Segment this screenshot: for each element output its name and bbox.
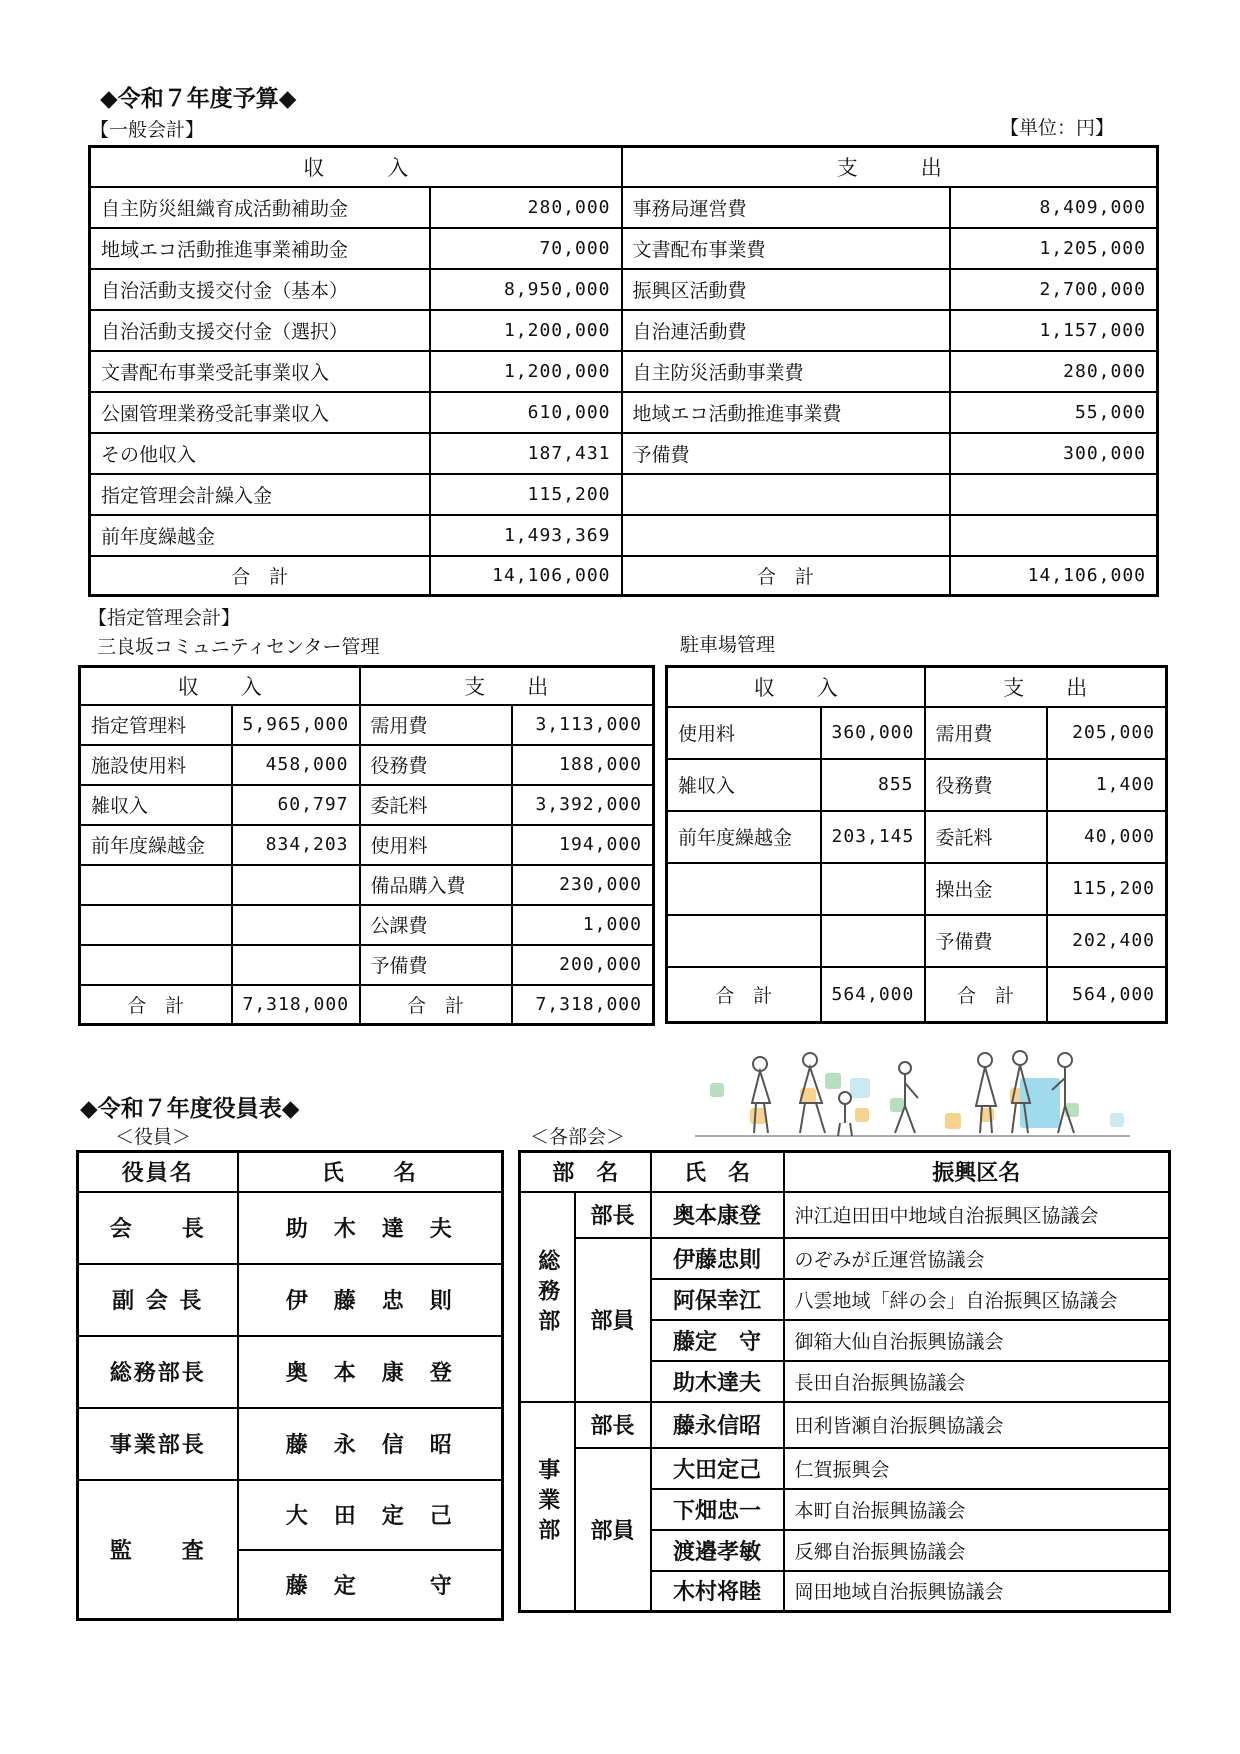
member-area: 反郷自治振興協議会 — [784, 1530, 1170, 1571]
general-budget-table — [88, 145, 1159, 597]
income-amount: 1,493,369 — [430, 515, 622, 556]
member-area: 長田自治振興協議会 — [784, 1361, 1170, 1402]
officer-name: 奥 本 康 登 — [238, 1336, 503, 1408]
table-row — [80, 945, 654, 985]
dept-label: ＜各部会＞ — [530, 1126, 626, 1148]
expense-item: 役務費 — [925, 759, 1047, 811]
expense-item: 備品購入費 — [360, 865, 512, 905]
officer-role: 事業部長 — [78, 1408, 238, 1480]
table-row — [90, 474, 1158, 515]
expense-amount: 3,113,000 — [512, 705, 654, 745]
table-row — [78, 1408, 503, 1480]
income-item: 自治活動支援交付金（選択） — [90, 310, 430, 351]
income-amount: 855 — [821, 759, 925, 811]
income-item: 指定管理料 — [80, 705, 232, 745]
parking-total-label: 合 計 — [667, 967, 821, 1023]
expense-item: 需用費 — [360, 705, 512, 745]
table-row — [80, 785, 654, 825]
dept-col-dept: 部 名 — [520, 1152, 651, 1192]
table-row — [90, 228, 1158, 269]
income-item: 前年度繰越金 — [90, 515, 430, 556]
total-expense: 14,106,000 — [950, 556, 1158, 596]
expense-amount: 1,000 — [512, 905, 654, 945]
table-row — [520, 1238, 1170, 1279]
officers-col-name: 氏 名 — [238, 1152, 503, 1192]
table-row — [80, 705, 654, 745]
officers-title: ◆令和７年度役員表◆ — [80, 1096, 300, 1122]
officer-role: 副 会 長 — [78, 1264, 238, 1336]
dept-member-role: 部員 — [575, 1448, 651, 1612]
parking-title: 駐車場管理 — [680, 634, 776, 656]
officers-label: ＜役員＞ — [115, 1126, 192, 1148]
income-item: 地域エコ活動推進事業補助金 — [90, 228, 430, 269]
member-name: 伊藤忠則 — [651, 1238, 784, 1279]
member-area: のぞみが丘運営協議会 — [784, 1238, 1170, 1279]
expense-amount: 115,200 — [1047, 863, 1167, 915]
income-amount: 187,431 — [430, 433, 622, 474]
expense-amount: 205,000 — [1047, 707, 1167, 759]
table-row — [90, 515, 1158, 556]
income-item: 前年度繰越金 — [80, 825, 232, 865]
dept-name-text: 事業部 — [534, 1458, 560, 1549]
table-row — [667, 759, 1167, 811]
center-expense-header: 支 出 — [360, 667, 654, 705]
parking-expense-header: 支 出 — [925, 667, 1167, 707]
income-amount: 203,145 — [821, 811, 925, 863]
dept-name-text: 総務部 — [534, 1248, 560, 1339]
departments-table — [518, 1150, 1171, 1613]
income-item: 雑収入 — [80, 785, 232, 825]
member-area: 沖江迫田田中地域自治振興区協議会 — [784, 1192, 1170, 1238]
expense-amount: 1,157,000 — [950, 310, 1158, 351]
expense-item: 自主防災活動事業費 — [622, 351, 950, 392]
center-budget-table — [78, 665, 655, 1026]
member-area: 岡田地域自治振興協議会 — [784, 1571, 1170, 1612]
general-account-label: 【一般会計】 — [90, 119, 205, 141]
expense-item: 役務費 — [360, 745, 512, 785]
parking-total-income: 564,000 — [821, 967, 925, 1023]
center-total-label: 合 計 — [360, 985, 512, 1025]
member-area: 八雲地域「絆の会」自治振興区協議会 — [784, 1279, 1170, 1320]
expense-amount: 3,392,000 — [512, 785, 654, 825]
table-row — [90, 433, 1158, 474]
table-row — [78, 1336, 503, 1408]
officers-table — [76, 1150, 504, 1621]
dept-member-role: 部員 — [575, 1238, 651, 1402]
income-amount: 5,965,000 — [232, 705, 360, 745]
expense-amount: 280,000 — [950, 351, 1158, 392]
income-amount — [232, 905, 360, 945]
parking-total-expense: 564,000 — [1047, 967, 1167, 1023]
income-item: 雑収入 — [667, 759, 821, 811]
center-total-expense: 7,318,000 — [512, 985, 654, 1025]
total-label: 合 計 — [90, 556, 430, 596]
table-row — [667, 915, 1167, 967]
member-name: 助木達夫 — [651, 1361, 784, 1402]
income-item — [80, 905, 232, 945]
expense-amount: 1,205,000 — [950, 228, 1158, 269]
expense-item: 予備費 — [360, 945, 512, 985]
income-item — [80, 865, 232, 905]
expense-amount — [950, 515, 1158, 556]
expense-item: 委託料 — [360, 785, 512, 825]
auditor-name: 藤 定 守 — [238, 1550, 503, 1620]
expense-item: 操出金 — [925, 863, 1047, 915]
member-name: 奥本康登 — [651, 1192, 784, 1238]
income-header: 収 入 — [90, 147, 622, 187]
member-area: 仁賀振興会 — [784, 1448, 1170, 1489]
table-row — [667, 863, 1167, 915]
expense-amount: 1,400 — [1047, 759, 1167, 811]
table-row — [78, 1264, 503, 1336]
income-item: 自治活動支援交付金（基本） — [90, 269, 430, 310]
unit-label: 【単位：円】 — [1000, 117, 1115, 139]
member-name: 下畑忠一 — [651, 1489, 784, 1530]
expense-item — [622, 474, 950, 515]
expense-amount: 200,000 — [512, 945, 654, 985]
income-amount: 458,000 — [232, 745, 360, 785]
parking-income-header: 収 入 — [667, 667, 925, 707]
expense-amount: 8,409,000 — [950, 187, 1158, 228]
table-row — [80, 865, 654, 905]
parking-total-label: 合 計 — [925, 967, 1047, 1023]
income-item: 前年度繰越金 — [667, 811, 821, 863]
table-row — [90, 351, 1158, 392]
income-item: 自主防災組織育成活動補助金 — [90, 187, 430, 228]
table-row — [520, 1448, 1170, 1489]
income-item: 使用料 — [667, 707, 821, 759]
expense-amount: 55,000 — [950, 392, 1158, 433]
income-item: その他収入 — [90, 433, 430, 474]
parking-budget-table — [665, 665, 1168, 1024]
member-area: 田利皆瀬自治振興協議会 — [784, 1402, 1170, 1448]
expense-item — [622, 515, 950, 556]
expense-item: 自治連活動費 — [622, 310, 950, 351]
income-amount: 834,203 — [232, 825, 360, 865]
expense-item: 文書配布事業費 — [622, 228, 950, 269]
income-item: 文書配布事業受託事業収入 — [90, 351, 430, 392]
income-amount: 280,000 — [430, 187, 622, 228]
auditor-name: 大 田 定 己 — [238, 1480, 503, 1550]
table-row — [80, 745, 654, 785]
income-item — [667, 863, 821, 915]
expense-item: 委託料 — [925, 811, 1047, 863]
officer-name: 藤 永 信 昭 — [238, 1408, 503, 1480]
member-area: 本町自治振興協議会 — [784, 1489, 1170, 1530]
total-label: 合 計 — [622, 556, 950, 596]
dept-head-role: 部長 — [575, 1402, 651, 1448]
center-title: 三良坂コミュニティセンター管理 — [97, 636, 380, 658]
expense-item: 予備費 — [622, 433, 950, 474]
member-name: 阿保幸江 — [651, 1279, 784, 1320]
table-row — [520, 1192, 1170, 1238]
officer-name: 伊 藤 忠 則 — [238, 1264, 503, 1336]
center-total-income: 7,318,000 — [232, 985, 360, 1025]
dept-head-role: 部長 — [575, 1192, 651, 1238]
table-row — [78, 1192, 503, 1264]
expense-amount: 202,400 — [1047, 915, 1167, 967]
table-row — [80, 825, 654, 865]
total-income: 14,106,000 — [430, 556, 622, 596]
expense-amount: 194,000 — [512, 825, 654, 865]
table-row — [90, 187, 1158, 228]
expense-item: 需用費 — [925, 707, 1047, 759]
table-row — [520, 1402, 1170, 1448]
table-row — [90, 310, 1158, 351]
officer-role: 総務部長 — [78, 1336, 238, 1408]
income-amount: 115,200 — [430, 474, 622, 515]
expense-amount — [950, 474, 1158, 515]
income-amount — [821, 915, 925, 967]
expense-header: 支 出 — [622, 147, 1158, 187]
expense-item: 予備費 — [925, 915, 1047, 967]
income-amount: 360,000 — [821, 707, 925, 759]
member-name: 木村将睦 — [651, 1571, 784, 1612]
expense-amount: 300,000 — [950, 433, 1158, 474]
member-area: 御箱大仙自治振興協議会 — [784, 1320, 1170, 1361]
expense-amount: 40,000 — [1047, 811, 1167, 863]
expense-item: 地域エコ活動推進事業費 — [622, 392, 950, 433]
table-row — [80, 905, 654, 945]
expense-amount: 230,000 — [512, 865, 654, 905]
income-item — [80, 945, 232, 985]
officers-col-role: 役員名 — [78, 1152, 238, 1192]
designated-account-label: 【指定管理会計】 — [88, 607, 241, 629]
auditor-role: 監 査 — [78, 1480, 238, 1620]
income-item — [667, 915, 821, 967]
income-amount: 70,000 — [430, 228, 622, 269]
center-total-label: 合 計 — [80, 985, 232, 1025]
budget-title: ◆令和７年度予算◆ — [100, 86, 297, 112]
member-name: 大田定己 — [651, 1448, 784, 1489]
expense-amount: 2,700,000 — [950, 269, 1158, 310]
income-amount: 1,200,000 — [430, 351, 622, 392]
member-name: 藤永信昭 — [651, 1402, 784, 1448]
center-income-header: 収 入 — [80, 667, 360, 705]
expense-item: 使用料 — [360, 825, 512, 865]
expense-item: 振興区活動費 — [622, 269, 950, 310]
dept-name — [520, 1402, 575, 1612]
table-row — [667, 811, 1167, 863]
income-amount: 60,797 — [232, 785, 360, 825]
dept-col-name: 氏 名 — [651, 1152, 784, 1192]
dept-name — [520, 1192, 575, 1402]
table-row — [667, 707, 1167, 759]
income-item: 指定管理会計繰入金 — [90, 474, 430, 515]
table-row — [90, 269, 1158, 310]
officer-role: 会 長 — [78, 1192, 238, 1264]
income-amount: 1,200,000 — [430, 310, 622, 351]
income-item: 公園管理業務受託事業収入 — [90, 392, 430, 433]
income-item: 施設使用料 — [80, 745, 232, 785]
officer-name: 助 木 達 夫 — [238, 1192, 503, 1264]
expense-item: 公課費 — [360, 905, 512, 945]
people-walking-illustration — [690, 1048, 1140, 1148]
expense-amount: 188,000 — [512, 745, 654, 785]
member-name: 藤定 守 — [651, 1320, 784, 1361]
expense-item: 事務局運営費 — [622, 187, 950, 228]
income-amount: 610,000 — [430, 392, 622, 433]
income-amount: 8,950,000 — [430, 269, 622, 310]
table-row — [90, 392, 1158, 433]
income-amount — [232, 865, 360, 905]
dept-col-area: 振興区名 — [784, 1152, 1170, 1192]
income-amount — [232, 945, 360, 985]
member-name: 渡邉孝敏 — [651, 1530, 784, 1571]
income-amount — [821, 863, 925, 915]
